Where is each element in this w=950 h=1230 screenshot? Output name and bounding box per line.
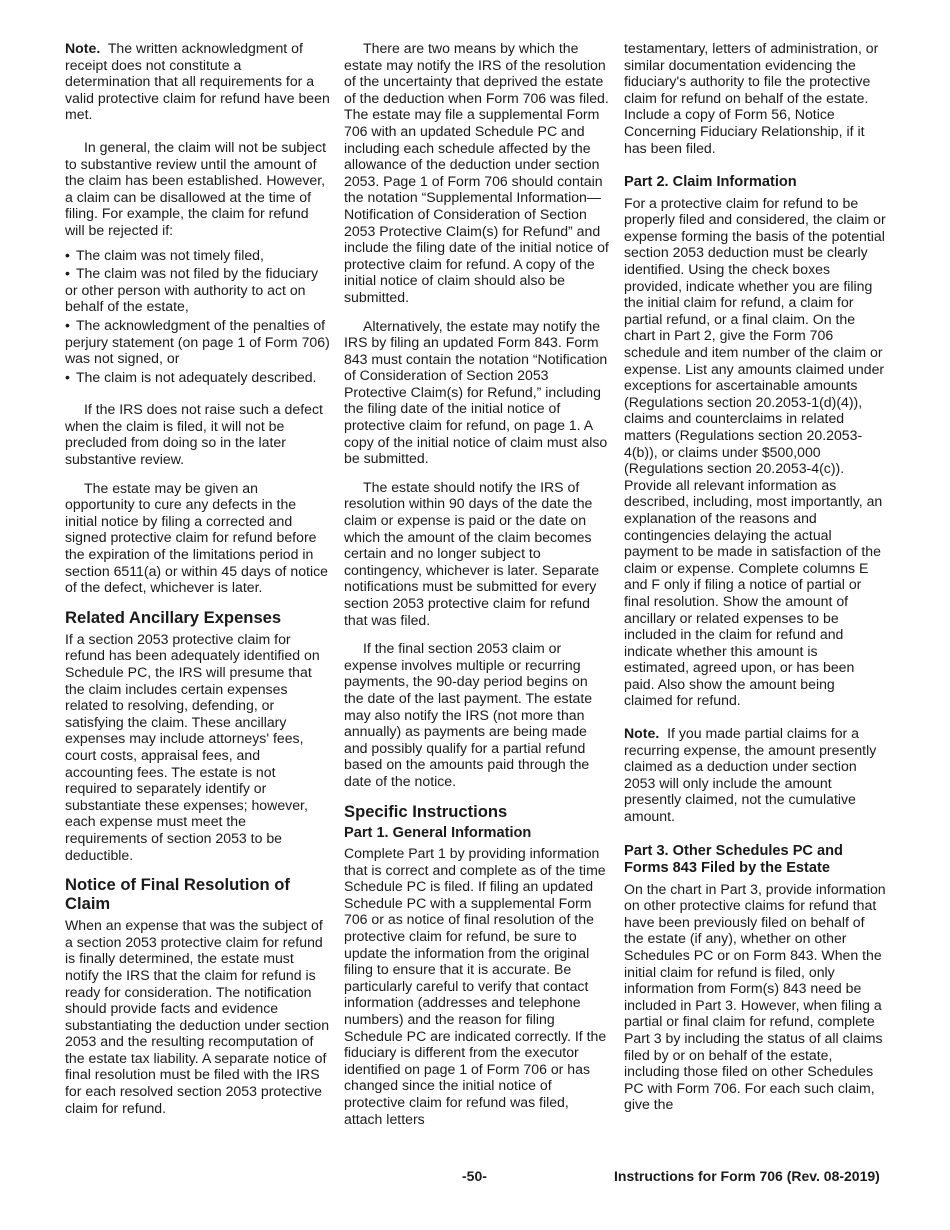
- note-label: Note.: [624, 725, 660, 742]
- column-2: [344, 40, 609, 1139]
- column-1: [65, 40, 330, 1128]
- specific-instructions-heading: Specific Instructions: [344, 801, 508, 821]
- page-number: -50-: [462, 1168, 487, 1184]
- related-expenses-paragraph: If a section 2053 protective claim for refund has been adequately identified on Schedule PC, the IRS will presume that the claim includes certain expenses related to resolving, defending, or satisfying the claim. These ancillary expenses may include attorneys' fees, court costs, appraisal fees, and accounting fees. The estate is not required to separately identify or substantiate these expenses; however, each expense must meet the requirements of section 2053 to be deductible.: [65, 630, 320, 863]
- note-paragraph: [624, 725, 886, 825]
- list-item: • The claim was not timely filed,: [65, 247, 330, 264]
- final-resolution-paragraph: When an expense that was the subject of a section 2053 protective claim for refund is finally determined, the estate must notify the IRS that the claim for refund is ready for consideration. The notification should provide facts and evidence substantiating the deduction under section 2053 and the resulting recomputation of the estate tax liability. A separate notice of final resolution must be filed with the IRS for each resolved section 2053 protective claim for refund.: [65, 917, 330, 1116]
- irs-defect-paragraph: If the IRS does not raise such a defect when the claim is filed, it will not be precluded from doing so in the later substantive review.: [65, 401, 323, 468]
- part-3-heading: Part 3. Other Schedules PC and Forms 843 Filed by the Estate: [624, 842, 843, 877]
- two-means-paragraph: There are two means by which the estate may notify the IRS of the resolution of the uncertainty that deprived the estate of the deduction when Form 706 was filed. The estate may file a supplemental Form 706 with an updated Schedule PC and including each schedule affected by the allowance of the deduction under section 2053. Page 1 of Form 706 should contain the notation “Supplemental Information—Notification of Consideration of Section 2053 Protective Claim(s) for Refund” and include the filing date of the initial notice of protective claim for refund. A copy of the initial notice of claim should also be submitted.: [344, 40, 609, 305]
- part-3-paragraph: On the chart in Part 3, provide information on other protective claims for refund that have been previously filed on behalf of the estate (if any), whether on other Schedules PC or on Form 843. When the initial claim for refund is filed, only information from Form(s) 843 need be included in Part 3. However, when filing a partial or final claim for refund, complete Part 3 by including the status of all claims filed by or on behalf of the estate, including those filed on other Schedules PC with Form 706. For each such claim, give the: [624, 880, 886, 1113]
- list-item: • The acknowledgment of the penalties of perjury statement (on page 1 of Form 706) was not signed, or: [65, 317, 330, 367]
- recurring-payments-paragraph: If the final section 2053 claim or expense involves multiple or recurring payments, the 90-day period begins on the date of the last payment. The estate may also notify the IRS (not more than annually) as payments are being made and possibly qualify for a partial refund based on the amounts paid through the date of the notice.: [344, 640, 593, 789]
- final-resolution-heading: Notice of Final Resolution of Claim: [65, 875, 290, 914]
- letters-continuation-paragraph: testamentary, letters of administration, or similar documentation evidencing the fiduciary's authority to file the protective claim for refund on behalf of the estate. Include a copy of Form 56, Notice Concerning Fiduciary Relationship, if it has been filed.: [624, 40, 879, 156]
- note-label: Note.: [65, 40, 101, 56]
- part-1-heading: Part 1. General Information: [344, 824, 532, 841]
- rejection-reasons-list: [65, 247, 330, 386]
- document-title: Instructions for Form 706 (Rev. 08-2019): [614, 1168, 880, 1184]
- list-item: • The claim was not filed by the fiduciary or other person with authority to act on behalf of the estate,: [65, 265, 330, 315]
- part-1-paragraph: Complete Part 1 by providing information that is correct and complete as of the time Schedule PC is filed. If filing an updated Schedule PC with a supplemental Form 706 or as notice of final resolution of the protective claim for refund, be sure to update the information from the original filing to ensure that it is accurate. Be particularly careful to verify that contact information (addresses and telephone numbers) and the reason for filing Schedule PC are indicated correctly. If the fiduciary is different from the executor identified on page 1 of Form 706 or has changed since the initial notice of protective claim for refund was filed, attach letters: [344, 845, 607, 1127]
- form-843-paragraph: Alternatively, the estate may notify the IRS by filing an updated Form 843. Form 843 must contain the notation “Notification of Consideration of Section 2053 Protective Claim(s) for Refund,” including the filing date of the initial notice of protective claim for refund, on page 1. A copy of the initial notice of claim must also be submitted.: [344, 317, 608, 467]
- general-review-paragraph: In general, the claim will not be subject to substantive review until the amount of the claim has been established. However, a claim can be disallowed at the time of filing. For example, the claim for refund will be rejected if:: [65, 138, 327, 238]
- part-2-paragraph: For a protective claim for refund to be properly filed and considered, the claim or expense forming the basis of the potential section 2053 deduction must be clearly identified. Using the check boxes provided, indicate whether you are filing the initial claim for refund, a claim for partial refund, or a final claim. On the chart in Part 2, give the Form 706 schedule and item number of the claim or expense. List any amounts claimed under exceptions for ascertainable amounts (Regulations section 20.2053-1(d)(4)), claims and counterclaims in related matters (Regulations section 20.2053-4(b)), or claims under $500,000 (Regulations section 20.2053-4(c)). Provide all relevant information as described, including, most importantly, an explanation of the reasons and contingencies delaying the actual payment to be made in satisfaction of the claim or expense. Complete columns E and F only if filing a notice of partial or final resolution. Show the amount of ancillary or related expenses to be included in the claim for refund and indicate whether this amount is estimated, agreed upon, or has been paid. Also show the amount being claimed for refund.: [624, 194, 886, 709]
- column-3: [624, 40, 886, 1125]
- part-2-heading: Part 2. Claim Information: [624, 174, 797, 191]
- note-text: If you made partial claims for a recurring expense, the amount presently claimed as a deduction under section 2053 will only include the amount presently claimed, not the cumulative amount.: [624, 725, 877, 825]
- list-item: • The claim is not adequately described.: [65, 369, 330, 386]
- note-text: The written acknowledgment of receipt does not constitute a determination that all requirements for a valid protective claim for refund have been met.: [65, 40, 330, 123]
- notify-deadline-paragraph: The estate should notify the IRS of resolution within 90 days of the date the claim or expense is paid or the date on which the amount of the claim becomes certain and no longer subject to contingency, whichever is later. Separate notifications must be submitted for every section 2053 protective claim for refund that was filed.: [344, 478, 600, 628]
- cure-defects-paragraph: The estate may be given an opportunity to cure any defects in the initial notice by filing a corrected and signed protective claim for refund before the expiration of the limitations period in section 6511(a) or within 45 days of notice of the defect, whichever is later.: [65, 479, 328, 596]
- note-paragraph: [65, 40, 330, 123]
- related-expenses-heading: Related Ancillary Expenses: [65, 607, 282, 627]
